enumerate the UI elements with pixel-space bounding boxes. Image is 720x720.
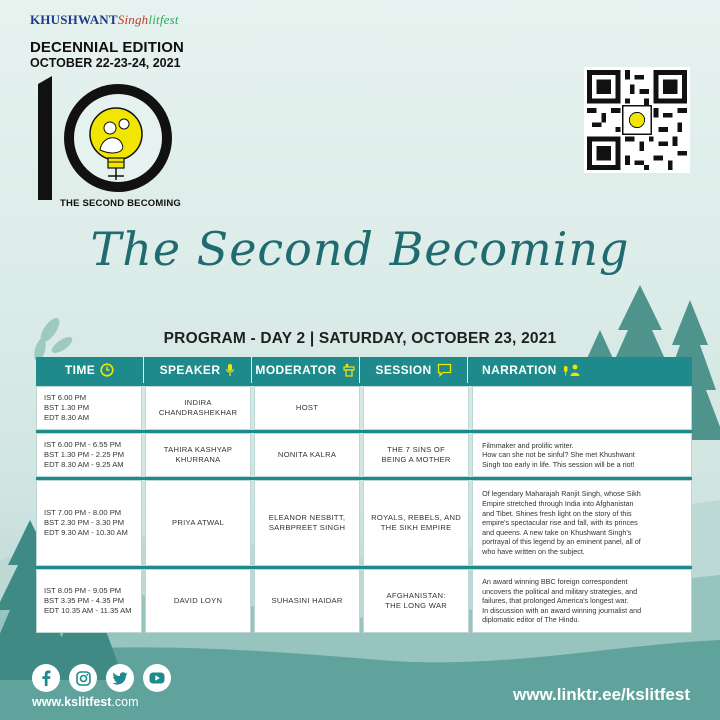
narration-line: Empire stretched through India into Afghanistan (482, 499, 634, 509)
narration-line: In discussion with an award winning journalist and (482, 605, 642, 615)
table-header (36, 357, 692, 383)
clock-icon (100, 363, 114, 377)
time-ist: IST 8.05 PM - 9.05 PM (44, 586, 122, 595)
narration-line: Of legendary Maharajah Ranjit Singh, whose Sikh (482, 489, 641, 499)
speaker-name-line: INDIRA (184, 398, 212, 407)
moderator-name: ELEANOR NESBITT, (268, 513, 346, 522)
brand-litfest: litfest (148, 12, 179, 27)
narration-line: empire's spectacular rise and fall, with its princes (482, 518, 638, 528)
moderator-cell (254, 569, 360, 633)
narration-cell (472, 433, 692, 477)
qr-code-image (584, 67, 690, 173)
session-cell (363, 433, 469, 477)
moderator-name: HOST (295, 403, 319, 412)
speaker-name-line: TAHIRA KASHYAP (163, 445, 233, 454)
festival-brand (30, 12, 179, 28)
speaker-cell (145, 433, 251, 477)
instagram-icon[interactable] (69, 664, 97, 692)
header-narration-label: NARRATION (482, 363, 557, 377)
festival-dates: OCTOBER 22-23-24, 2021 (30, 56, 181, 70)
narration-cell (472, 480, 692, 566)
time-bst: BST 2.30 PM - 3.30 PM (44, 518, 125, 527)
session-title-line: BEING A MOTHER (381, 455, 451, 464)
time-cell (36, 569, 142, 633)
microphone-icon (225, 363, 235, 377)
edition-heading: DECENNIAL EDITION (30, 39, 184, 56)
session-cell (363, 569, 469, 633)
narration-line: portrayal of this legend by an eminent panel, all of (482, 537, 641, 547)
time-edt: EDT 8.30 AM - 9.25 AM (44, 460, 124, 469)
header-speaker (144, 357, 252, 383)
time-ist: IST 6.00 PM (44, 393, 87, 402)
time-edt: EDT 8.30 AM (44, 413, 90, 422)
header-moderator-label: MODERATOR (255, 363, 337, 377)
narration-line: and Tibet. Shines fresh light on the story of this (482, 508, 632, 518)
website-tld: .com (111, 695, 139, 709)
website-link[interactable] (32, 695, 139, 709)
website-domain: www.kslitfest (32, 695, 112, 709)
narration-line: and queens. A new take on Khushwant Singh's (482, 527, 632, 537)
header-moderator (252, 357, 360, 383)
session-title-line: THE SIKH EMPIRE (380, 523, 452, 532)
speaker-cell (145, 386, 251, 430)
speaker-name-line: KHURRANA (175, 455, 221, 464)
speaker-name-line: DAVID LOYN (173, 596, 223, 605)
speaker-name-line: CHANDRASHEKHAR (158, 408, 238, 417)
session-cell (363, 480, 469, 566)
time-bst: BST 1.30 PM (44, 403, 90, 412)
header-narration (468, 357, 692, 383)
narration-line: uncovers the political and military strategies, and (482, 586, 638, 596)
twitter-icon[interactable] (106, 664, 134, 692)
brand-khushwant: KHUSHWANT (30, 12, 118, 27)
linktree-link[interactable]: www.linktr.ee/kslitfest (513, 685, 690, 704)
narration-line: diplomatic editor of The Hindu. (482, 615, 580, 625)
podium-icon (342, 363, 356, 377)
time-cell (36, 386, 142, 430)
narration-line: Filmmaker and prolific writer. (482, 440, 574, 450)
narrator-icon (562, 363, 582, 377)
program-heading: PROGRAM - DAY 2 | SATURDAY, OCTOBER 23, 2021 (163, 330, 557, 347)
script-title: The Second Becoming (90, 222, 630, 276)
speaker-cell (145, 480, 251, 566)
moderator-name: SUHASINI HAIDAR (271, 596, 343, 605)
narration-line: An award winning BBC foreign correspondent (482, 577, 628, 587)
brand-singh: Singh (117, 12, 149, 27)
header-time (36, 357, 144, 383)
time-cell (36, 480, 142, 566)
narration-cell (472, 386, 692, 430)
time-bst: BST 3.35 PM - 4.35 PM (44, 596, 125, 605)
table-row (36, 433, 692, 477)
time-edt: EDT 9.30 AM - 10.30 AM (44, 528, 128, 537)
moderator-name: SARBPREET SINGH (268, 523, 346, 532)
session-cell (363, 386, 469, 430)
logo-tagline: THE SECOND BECOMING (60, 198, 181, 209)
moderator-cell (254, 386, 360, 430)
time-ist: IST 7.00 PM - 8.00 PM (44, 508, 122, 517)
session-title-line: THE LONG WAR (385, 601, 448, 610)
time-edt: EDT 10.35 AM - 11.35 AM (44, 606, 132, 615)
speaker-name-line: PRIYA ATWAL (171, 518, 225, 527)
moderator-cell (254, 480, 360, 566)
time-ist: IST 6.00 PM - 6.55 PM (44, 440, 122, 449)
narration-line: How can she not be sinful? She met Khushwant (482, 450, 635, 460)
narration-cell (472, 569, 692, 633)
time-cell (36, 433, 142, 477)
table-row (36, 386, 692, 430)
moderator-name: NONITA KALRA (277, 450, 337, 459)
header-session-label: SESSION (375, 363, 432, 377)
facebook-icon[interactable] (32, 664, 60, 692)
narration-line: who have written on the subject. (482, 546, 585, 556)
session-title-line: AFGHANISTAN: (386, 591, 446, 600)
speech-bubble-icon (437, 363, 452, 377)
moderator-cell (254, 433, 360, 477)
narration-line: failures, that prolonged America's longest war. (482, 596, 629, 606)
time-bst: BST 1.30 PM - 2.25 PM (44, 450, 125, 459)
narration-line: Singh too early in life. This session will be a riot! (482, 459, 635, 469)
header-session (360, 357, 468, 383)
session-title-line: THE 7 SINS OF (387, 445, 446, 454)
schedule-table (36, 357, 692, 635)
ten-year-logo (30, 72, 180, 208)
table-row (36, 480, 692, 566)
header-time-label: TIME (64, 363, 96, 377)
table-row (36, 569, 692, 633)
youtube-icon[interactable] (143, 664, 171, 692)
header-speaker-label: SPEAKER (159, 363, 221, 377)
session-title-line: ROYALS, REBELS, AND (371, 513, 462, 522)
speaker-cell (145, 569, 251, 633)
social-links (32, 664, 171, 692)
